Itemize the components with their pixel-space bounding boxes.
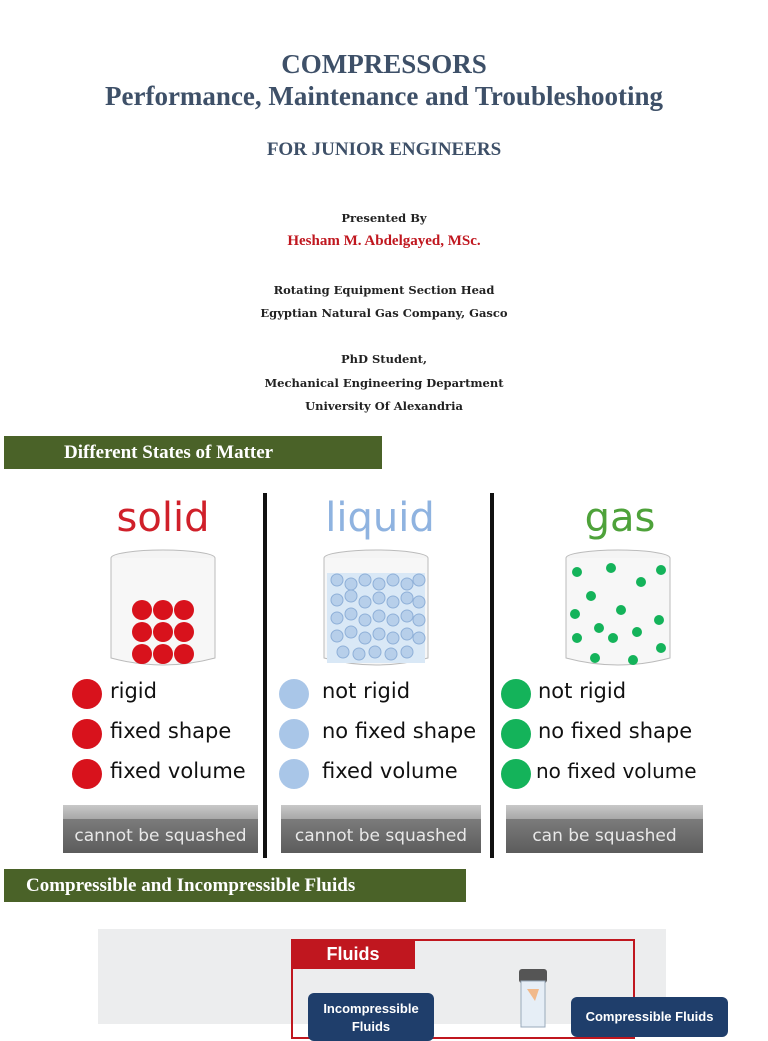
- state-title-solid: solid: [116, 495, 210, 541]
- compressible-fluids-box: Compressible Fluids: [571, 997, 728, 1037]
- bullet-dot: [72, 759, 102, 789]
- section-heading-states: Different States of Matter: [4, 436, 382, 469]
- divider-2: [490, 493, 494, 858]
- states-of-matter-figure: [58, 493, 708, 858]
- bullet-dot: [72, 719, 102, 749]
- state-title-gas: gas: [584, 495, 656, 541]
- role-line-2: Egyptian Natural Gas Company, Gasco: [260, 306, 508, 320]
- solid-prop-3: fixed volume: [110, 759, 246, 783]
- incompressible-fluids-box: Incompressible Fluids: [308, 993, 434, 1041]
- presented-by-label: Presented By: [341, 211, 427, 225]
- divider-1: [263, 493, 267, 858]
- author-name: Hesham M. Abdelgayed, MSc.: [287, 233, 481, 249]
- bullet-dot: [279, 679, 309, 709]
- liquid-prop-1: not rigid: [322, 679, 411, 703]
- fluids-label: Fluids: [291, 939, 415, 969]
- solid-beaker-icon: [108, 548, 218, 673]
- liquid-slab-label: cannot be squashed: [281, 819, 481, 853]
- solid-slab-label: cannot be squashed: [63, 819, 258, 853]
- title-block: [0, 48, 768, 161]
- bullet-dot: [279, 719, 309, 749]
- fluids-diagram: [98, 929, 714, 1034]
- bullet-dot: [501, 719, 531, 749]
- edu-line-2: Mechanical Engineering Department: [264, 376, 504, 390]
- solid-prop-2: fixed shape: [110, 719, 232, 743]
- gas-slab-label: can be squashed: [506, 819, 703, 853]
- state-title-liquid: liquid: [325, 495, 435, 541]
- gas-prop-3: no fixed volume: [536, 759, 697, 783]
- liquid-beaker-icon: [321, 548, 431, 673]
- role-line-1: Rotating Equipment Section Head: [273, 283, 495, 297]
- bullet-dot: [501, 759, 531, 789]
- edu-line-3: University Of Alexandria: [305, 399, 463, 413]
- section-heading-fluids: Compressible and Incompressible Fluids: [4, 869, 466, 902]
- bullet-dot: [72, 679, 102, 709]
- test-tube-icon: [513, 967, 553, 1027]
- gas-beaker-icon: [563, 548, 673, 673]
- solid-prop-1: rigid: [110, 679, 157, 703]
- liquid-prop-2: no fixed shape: [322, 719, 477, 743]
- bullet-dot: [501, 679, 531, 709]
- subtitle: Performance, Maintenance and Troubleshooting: [105, 81, 663, 111]
- liquid-slab: [281, 805, 481, 855]
- bullet-dot: [279, 759, 309, 789]
- gas-slab: [506, 805, 703, 855]
- gas-prop-2: no fixed shape: [538, 719, 693, 743]
- audience-title: FOR JUNIOR ENGINEERS: [266, 139, 502, 160]
- solid-slab: [63, 805, 258, 855]
- liquid-prop-3: fixed volume: [322, 759, 458, 783]
- main-title: COMPRESSORS: [281, 49, 487, 79]
- gas-prop-1: not rigid: [538, 679, 627, 703]
- edu-line-1: PhD Student,: [341, 352, 427, 366]
